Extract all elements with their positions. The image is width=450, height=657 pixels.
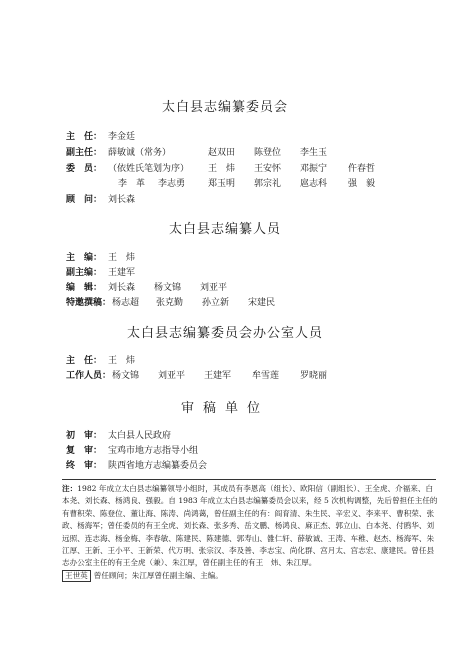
deputy-name: 薛敏诚（常务） <box>108 148 172 158</box>
editor-name: 刘长森 <box>108 283 136 293</box>
editors-editor-label: 编 辑： <box>66 283 103 293</box>
member-name: 李志勇 <box>158 179 186 189</box>
editors-special-label: 特邀撰稿： <box>66 298 112 308</box>
editors-deputy-label: 副主编： <box>66 268 103 278</box>
member-name: 郑玉明 <box>208 179 236 189</box>
editors-chief-row <box>66 251 436 265</box>
office-director-label: 主 任： <box>66 356 103 366</box>
committee-advisor-name: 刘长森 <box>108 195 136 205</box>
footnote-label: 注： <box>62 484 78 493</box>
office-staff-row <box>66 369 436 383</box>
committee-advisor-row <box>66 193 436 207</box>
review-second-label: 复 审： <box>66 446 103 456</box>
review-initial-row <box>66 429 436 443</box>
footnote-divider <box>62 479 436 480</box>
deputy-name: 赵双田 <box>208 148 236 158</box>
member-name: 扈志科 <box>300 179 328 189</box>
review-initial-name: 太白县人民政府 <box>108 431 172 441</box>
review-initial-label: 初 审： <box>66 431 103 441</box>
editors-chief-label: 主 编： <box>66 253 103 263</box>
office-director-row <box>66 354 436 368</box>
staff-name: 牟雪莲 <box>252 371 280 381</box>
review-title: 审稿单位 <box>180 401 269 416</box>
committee-members-label: 委 员： <box>66 164 103 174</box>
member-name: 强 毅 <box>348 179 376 189</box>
editors-chief-name: 王 炜 <box>108 253 136 263</box>
members-note: （依姓氏笔划为序） <box>108 164 190 174</box>
footnote-text: 1982 年成立太白县志编纂领导小组时，其成员有李恩高（组长）、欧阳信（副组长）、王全虎、介福来、白本尧、刘长森、杨鸿良、强毅。自 1983 年成立太白县志编纂委员会以来，经 5 次机构调整，先后曾担任主任的有曹积荣、陈登位、董让海、陈涛、尚鸿蔼，曾任副主任的有：阎育清、朱生民、辛宏义、李来平、曹积荣、张政、杨海军；曾任委员的有王全虎、刘长森、张多秀、岳文鹏、杨鸿良、麻正杰、郭立山、白本尧、付鸥华、刘远照、连志海、杨金梅、李春敏、陈建民、陈建德、郭寿山、雒仁轩、薛敏诚、王涛、车稚、赵杰、杨海军、朱江厚、王新、王小平、王新荣、代万明、张宗汉、李及善、李志宝、尚化群、宫月太、宫志宏、康建民。曾任县志办公室主任的有王全虎（兼）、朱江厚，曾任副主任的有王 炜、朱江厚。 <box>62 484 438 568</box>
member-name: 郭宗礼 <box>254 179 282 189</box>
editors-deputy-row <box>66 266 436 280</box>
deputy-name: 陈登位 <box>254 148 282 158</box>
committee-advisor-label: 顾 问： <box>66 195 103 205</box>
committee-director-name: 李金廷 <box>108 132 136 142</box>
member-name: 王 炜 <box>208 164 236 174</box>
office-director-name: 王 炜 <box>108 356 136 366</box>
footnote <box>62 483 438 582</box>
special-writer-name: 孙立新 <box>202 298 230 308</box>
member-name: 王安怀 <box>254 164 282 174</box>
committee-title: 太白县志编纂委员会 <box>161 100 288 115</box>
review-final-row <box>66 459 436 473</box>
editors-editor-row <box>66 281 436 295</box>
office-staff-label: 工作人员： <box>66 371 112 381</box>
committee-members-row <box>66 162 436 176</box>
staff-name: 王建军 <box>204 371 232 381</box>
committee-director-row <box>66 130 436 144</box>
deputy-name: 李生玉 <box>300 148 328 158</box>
editors-special-row <box>66 296 436 310</box>
committee-deputy-row <box>66 146 436 160</box>
committee-deputy-label: 副主任： <box>66 148 103 158</box>
office-title: 太白县志编纂委员会办公室人员 <box>126 326 323 341</box>
member-name: 仵春哲 <box>348 164 376 174</box>
review-final-label: 终 审： <box>66 461 103 471</box>
staff-name: 杨文锦 <box>112 371 140 381</box>
staff-name: 罗晓丽 <box>300 371 328 381</box>
footnote-boxed-name: 王世英 <box>62 570 91 582</box>
staff-name: 刘亚平 <box>158 371 186 381</box>
editor-name: 杨文锦 <box>154 283 182 293</box>
committee-members-row-2 <box>66 177 436 191</box>
member-name: 李 革 <box>118 179 146 189</box>
special-writer-name: 宋建民 <box>248 298 276 308</box>
footnote-tail: 曾任顾问；朱江厚曾任副主编、主编。 <box>93 570 223 580</box>
editors-deputy-name: 王建军 <box>108 268 136 278</box>
member-name: 邓振宁 <box>300 164 328 174</box>
special-writer-name: 张克勤 <box>156 298 184 308</box>
editor-name: 刘亚平 <box>200 283 228 293</box>
review-final-name: 陕西省地方志编纂委员会 <box>108 461 208 471</box>
editors-title: 太白县志编纂人员 <box>168 222 281 237</box>
review-second-name: 宝鸡市地方志指导小组 <box>108 446 199 456</box>
review-second-row <box>66 444 436 458</box>
committee-director-label: 主 任： <box>66 132 103 142</box>
special-writer-name: 杨志超 <box>112 298 140 308</box>
